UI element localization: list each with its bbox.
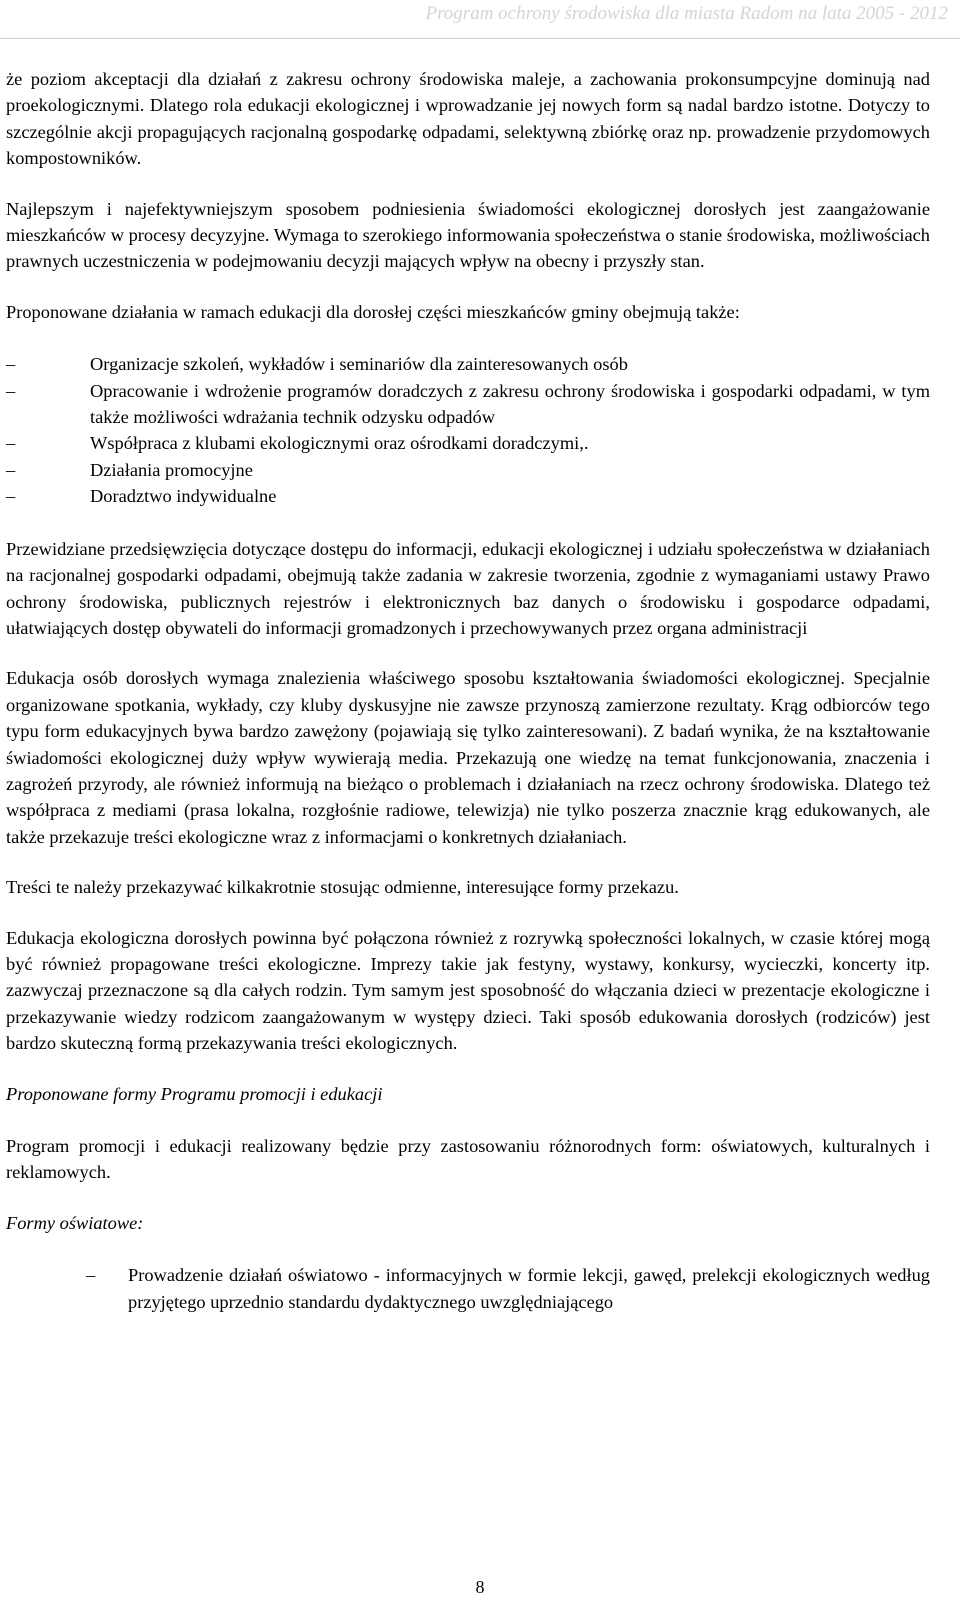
educational-forms-list	[6, 1262, 930, 1315]
page-number: 8	[475, 1577, 485, 1597]
dash-icon: –	[6, 380, 16, 401]
list-item: – Współpraca z klubami ekologicznymi oraz ośrodkami doradczymi,.	[6, 430, 930, 456]
dash-icon: –	[6, 486, 16, 507]
list-item: – Organizacje szkoleń, wykładów i seminariów dla zainteresowanych osób	[6, 351, 930, 377]
activities-list	[6, 351, 930, 509]
list-item: – Doradztwo indywidualne	[6, 483, 930, 509]
section-heading-educational: Formy oświatowe:	[6, 1212, 144, 1233]
list-item: – Prowadzenie działań oświatowo - informacyjnych w formie lekcji, gawęd, prelekcji ekologicznych według przyjętego uprzednio standardu dydaktycznego uwzględniającego	[6, 1262, 930, 1315]
section-heading-forms: Proponowane formy Programu promocji i edukacji	[6, 1083, 383, 1104]
paragraph-5: Edukacja osób dorosłych wymaga znalezienia właściwego sposobu kształtowania świadomości ekologicznej. Specjalnie organizowane spotkania, wykłady, czy kluby dyskusyjne nie zawsze przynoszą zamierzone rezultaty. Krąg odbiorców tego typu form edukacyjnych bywa bardzo zawężony (pojawiają się tylko zainteresowani). Z badań wynika, że na kształtowanie świadomości ekologicznej duży wpływ wywierają media. Przekazują one wiedzę na temat funkcjonowania, znaczenia i zagrożeń przyrody, ale również informują na bieżąco o problemach i działaniach na rzecz ochrony środowiska. Dlatego też współpraca z mediami (prasa lokalna, rozgłośnie radiowe, telewizja) nie tylko poszerza znacznie krąg edukowanych, ale także przekazuje treści ekologiczne wraz z informacjami o konkretnych działaniach.	[6, 668, 930, 847]
page-header	[0, 0, 960, 39]
paragraph-6: Treści te należy przekazywać kilkakrotnie stosując odmienne, interesujące formy przekazu.	[6, 877, 679, 898]
document-body	[6, 66, 930, 1341]
dash-icon: –	[86, 1265, 96, 1286]
list-item: – Opracowanie i wdrożenie programów doradczych z zakresu ochrony środowiska i gospodarki odpadami, w tym także możliwości wdrażania technik odzysku odpadów	[6, 378, 930, 431]
paragraph-4: Przewidziane przedsięwzięcia dotyczące dostępu do informacji, edukacji ekologicznej i udziału społeczeństwa w działaniach na racjonalnej gospodarki odpadami, obejmują także zadania w zakresie tworzenia, zgodnie z wymaganiami ustawy Prawo ochrony środowiska, publicznych rejestrów i elektronicznych baz danych o środowisku i gospodarce odpadami, ułatwiających dostęp obywateli do informacji gromadzonych i przechowywanych przez organa administracji	[6, 538, 930, 638]
header-title: Program ochrony środowiska dla miasta Radom na lata 2005 - 2012	[425, 3, 948, 24]
paragraph-2: Najlepszym i najefektywniejszym sposobem podniesienia świadomości ekologicznej dorosłych jest zaangażowanie mieszkańców w procesy decyzyjne. Wymaga to szerokiego informowania społeczeństwa o stanie środowiska, możliwościach prawnych uczestniczenia w podejmowaniu decyzji mających wpływ na obecny i przyszły stan.	[6, 198, 930, 272]
dash-icon: –	[6, 354, 16, 375]
paragraph-1: że poziom akceptacji dla działań z zakresu ochrony środowiska maleje, a zachowania prokonsumpcyjne dominują nad proekologicznymi. Dlatego rola edukacji ekologicznej i wprowadzanie jej nowych form są nadal bardzo istotne. Dotyczy to szczególnie akcji propagujących racjonalną gospodarkę odpadami, selektywną zbiórkę oraz np. prowadzenie przydomowych kompostowników.	[6, 69, 930, 169]
paragraph-8: Program promocji i edukacji realizowany będzie przy zastosowaniu różnorodnych form: oświatowych, kulturalnych i reklamowych.	[6, 1136, 930, 1183]
paragraph-7: Edukacja ekologiczna dorosłych powinna być połączona również z rozrywką społeczności lokalnych, w czasie której mogą być również propagowane treści ekologiczne. Imprezy takie jak festyny, wystawy, konkursy, wycieczki, koncerty itp. zazwyczaj przeznaczone są dla całych rodzin. Tym samym jest sposobność do włączania dzieci w prezentacje ekologiczne i przekazywanie wiedzy rodzicom zaangażowanym w występy dzieci. Taki sposób edukowania dorosłych (rodziców) jest bardzo skuteczną formą przekazywania treści ekologicznych.	[6, 927, 930, 1054]
dash-icon: –	[6, 459, 16, 480]
paragraph-3: Proponowane działania w ramach edukacji dla dorosłej części mieszkańców gminy obejmują także:	[6, 301, 740, 322]
list-item: – Działania promocyjne	[6, 457, 930, 483]
dash-icon: –	[6, 433, 16, 454]
